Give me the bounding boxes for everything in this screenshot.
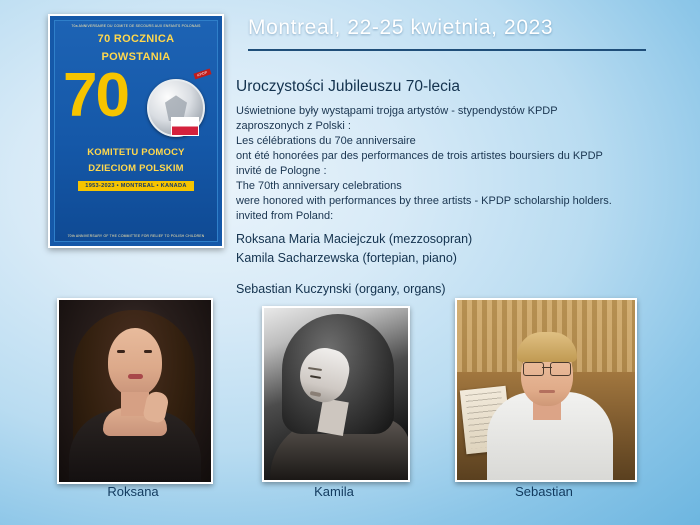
poster-inner xyxy=(54,20,218,242)
paragraph-line: ont été honorées par des performances de trois artistes boursiers du KPDP xyxy=(236,150,603,162)
anniversary-poster-image xyxy=(48,14,224,248)
poster-title-line1: 70 ROCZNICA xyxy=(97,33,175,46)
artist-name-kamila: Kamila Sacharzewska (fortepian, piano) xyxy=(236,251,457,265)
poster-medal-ribbon-label: KPDP xyxy=(194,69,212,80)
main-text-block xyxy=(236,78,688,299)
paragraph-line: invited from Poland: xyxy=(236,210,334,222)
poland-flag-icon xyxy=(171,117,199,136)
photo-caption-sebastian: Sebastian xyxy=(515,484,573,499)
photo-kamila xyxy=(262,306,410,482)
photo-roksana xyxy=(57,298,213,484)
photo-kamila-artwork xyxy=(264,308,408,480)
header-divider xyxy=(248,49,646,51)
photo-caption-kamila: Kamila xyxy=(314,484,354,499)
page-title: Montreal, 22-25 kwietnia, 2023 xyxy=(248,16,554,39)
poster-top-caption: 70a ANNIVERSAIRE DU COMITE DE SECOURS AUX ENFANTS POLONAIS xyxy=(71,24,201,28)
photo-row xyxy=(0,296,700,499)
paragraph-line: Uświetnione były wystąpami trojga artystów - stypendystów KPDP xyxy=(236,105,558,117)
photo-caption-roksana: Roksana xyxy=(107,484,159,499)
photo-sebastian-artwork xyxy=(457,300,635,480)
section-heading: Uroczystości Jubileuszu 70-lecia xyxy=(236,78,460,95)
paragraph-line: Les célébrations du 70e anniversaire xyxy=(236,135,416,147)
glasses-icon xyxy=(523,362,571,374)
photo-sebastian xyxy=(455,298,637,482)
paragraph-line: were honored with performances by three artists - KPDP scholarship holders. xyxy=(236,195,612,207)
poster-subtitle-line1: KOMITETU POMOCY xyxy=(87,147,185,159)
artist-name-roksana: Roksana Maria Maciejczuk (mezzosopran) xyxy=(236,232,473,246)
artist-name-sebastian: Sebastian Kuczynski (organy, organs) xyxy=(236,282,446,296)
poster-title-line2: POWSTANIA xyxy=(101,50,171,63)
paragraph-line: invité de Pologne : xyxy=(236,165,327,177)
paragraph-line: zaproszonych z Polski : xyxy=(236,120,351,132)
paragraph-line: The 70th anniversary celebrations xyxy=(236,180,402,192)
poster-bottom-caption: 70th ANNIVERSARY OF THE COMMITTEE FOR RELIEF TO POLISH CHILDREN xyxy=(67,234,205,238)
header xyxy=(248,16,668,51)
poster-dates-badge: 1953-2023 • MONTREAL • KANADA xyxy=(78,181,193,191)
photo-roksana-artwork xyxy=(59,300,211,482)
poster-number-70: 70 xyxy=(63,61,128,131)
poster-subtitle-line2: DZIECIOM POLSKIM xyxy=(88,162,184,174)
